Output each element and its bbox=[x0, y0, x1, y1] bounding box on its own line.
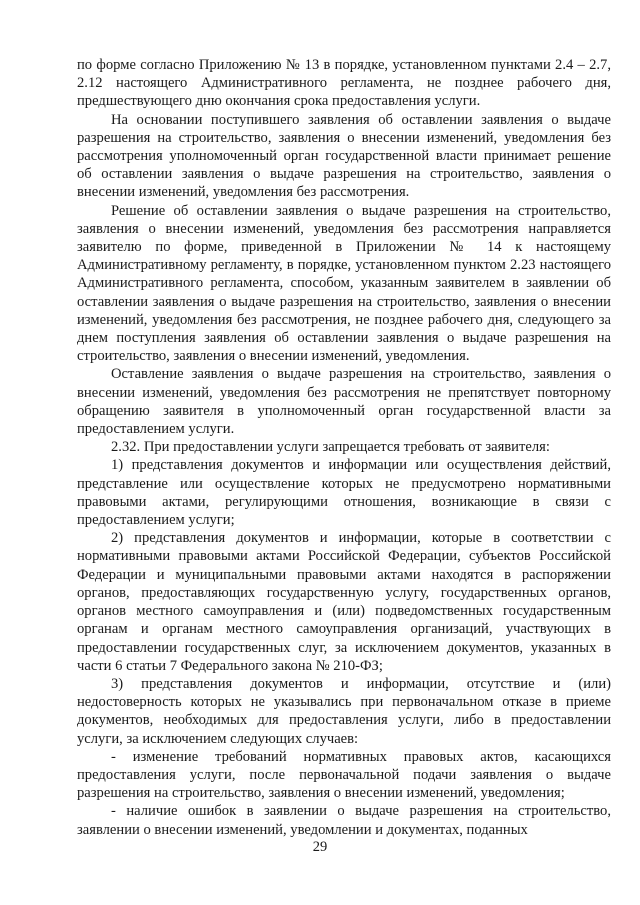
list-item: 3) представления документов и информации, отсутствие и (или) недостоверность которых не указывались при первоначальном отказе в приеме документов, необходимых для предоставления услуги, либо в предоставлении услуги, за исключением следующих случаев: bbox=[77, 675, 611, 747]
section-heading-2-32: 2.32. При предоставлении услуги запрещается требовать от заявителя: bbox=[111, 439, 550, 456]
dash-item: - изменение требований нормативных правовых актов, касающихся предоставления услуги, после первоначальной подачи заявления о выдаче разрешения на строительство, заявления о внесении изменений, уведомления; bbox=[77, 748, 611, 802]
paragraph: Оставление заявления о выдаче разрешения на строительство, заявления о внесении изменений, уведомления без рассмотрения не препятствует повторному обращению заявителя в уполномоченный орган государственной власти за предоставлением услуги. bbox=[77, 366, 611, 438]
dash-item: - наличие ошибок в заявлении о выдаче разрешения на строительство, заявлении о внесении изменений, уведомлении и документах, поданных bbox=[77, 803, 611, 838]
paragraph: Решение об оставлении заявления о выдаче разрешения на строительство, заявления о внесении изменений, уведомления без рассмотрения направляется заявителю по форме, приведенной в Приложении № 14 к настоящему Административному регламенту, в порядке, установленном пунктом 2.23 настоящего Административного регламента, способом, указанным заявителем в заявлении об оставлении заявления о выдаче разрешения на строительство, заявления о внесении изменений, уведомления без рассмотрения, не позднее рабочего дня, следующего за днем поступления заявления об оставлении заявления о выдаче разрешения на строительство, заявления о внесении изменений, уведомления. bbox=[77, 202, 611, 365]
list-item: 2) представления документов и информации, которые в соответствии с нормативными правовыми актами Российской Федерации, субъектов Российской Федерации и муниципальными правовыми актами находятся в распоряжении органов, предоставляющих государственную услугу, государственных органов, органов местного самоуправления и (или) подведомственных государственным органам и органам местного самоуправления организаций, участвующих в предоставлении государственных слуг, за исключением документов, указанных в части 6 статьи 7 Федерального закона № 210-ФЗ; bbox=[77, 530, 611, 674]
page-number: 29 bbox=[312, 839, 328, 855]
document-page bbox=[77, 56, 611, 839]
paragraph: На основании поступившего заявления об оставлении заявления о выдаче разрешения на строительство, заявления о внесении изменений, уведомления без рассмотрения уполномоченный орган государственной власти принимает решение об оставлении заявления о выдаче разрешения на строительство, заявления о внесении изменений, уведомления без рассмотрения. bbox=[77, 111, 611, 201]
list-item: 1) представления документов и информации или осуществления действий, представление или осуществление которых не предусмотрено нормативными правовыми актами, регулирующими отношения, возникающие в связи с предоставлением услуги; bbox=[77, 457, 611, 529]
paragraph-continuation: по форме согласно Приложению № 13 в порядке, установленном пунктами 2.4 – 2.7, 2.12 настоящего Административного регламента, не позднее рабочего дня, предшествующего дню окончания срока предоставления услуги. bbox=[77, 57, 611, 110]
